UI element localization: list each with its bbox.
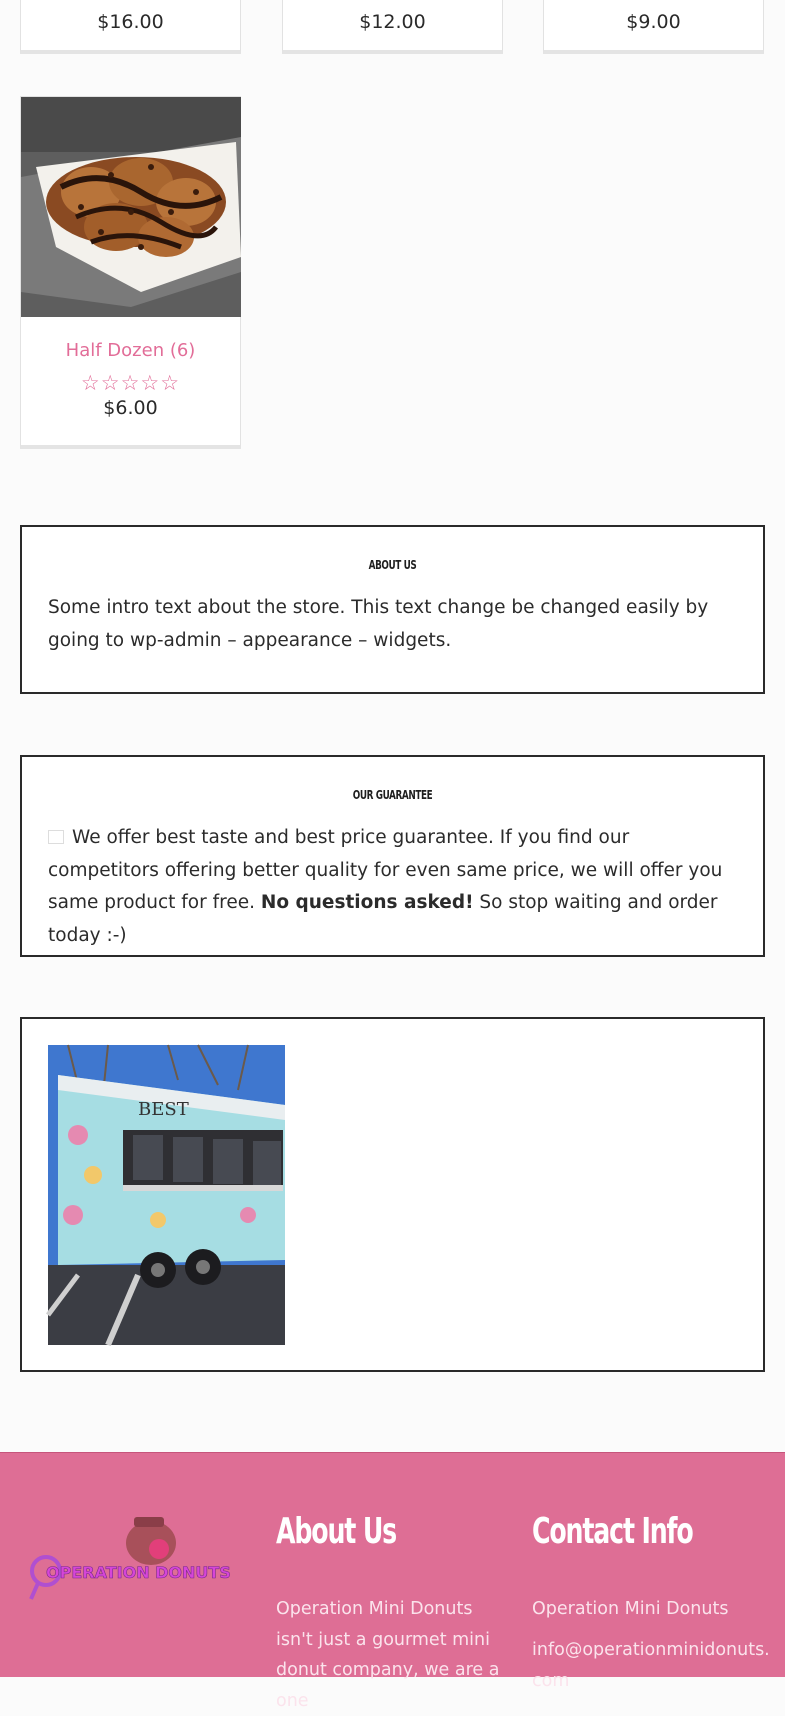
operation-donuts-logo[interactable] <box>26 1513 241 1603</box>
guarantee-bold-text: No questions asked! <box>260 892 474 913</box>
product-price: $16.00 <box>97 11 164 33</box>
product-image[interactable] <box>21 97 241 317</box>
food-truck-image[interactable] <box>48 1045 285 1345</box>
widget-text: Some intro text about the store. This text change be changed easily by going to wp-admin – appearance – widgets. <box>48 597 709 651</box>
logo-text-operation: OPERATION DONUTS <box>46 1563 231 1582</box>
svg-text:BEST: BEST <box>138 1099 189 1120</box>
widget-title: ABOUT US <box>368 558 417 572</box>
product-price: $9.00 <box>626 11 681 33</box>
footer-about-text: Operation Mini Donuts isn't just a gourmet mini donut company, we are a one <box>276 1599 500 1711</box>
product-card[interactable] <box>20 0 241 54</box>
guarantee-widget <box>20 755 765 957</box>
widget-title: OUR GUARANTEE <box>352 788 433 802</box>
footer-contact-email[interactable]: info@operationminidonuts.com <box>532 1640 770 1691</box>
product-card[interactable] <box>543 0 764 54</box>
about-widget <box>20 525 765 694</box>
broken-image-icon <box>48 830 64 844</box>
product-card[interactable] <box>282 0 503 54</box>
donuts-photo <box>21 97 241 317</box>
product-card-half-dozen[interactable] <box>20 96 241 449</box>
guarantee-text: We offer best taste and best price guarantee. If you find our competitors offering better quality for even same price, we will offer you same product for free. <box>48 827 723 913</box>
footer-contact-name: Operation Mini Donuts <box>532 1599 729 1619</box>
donut-logo-icon <box>26 1513 241 1603</box>
product-title[interactable]: Half Dozen (6) <box>65 340 196 361</box>
site-footer <box>0 1452 785 1711</box>
image-widget <box>20 1017 765 1372</box>
food-truck-photo <box>48 1045 285 1345</box>
rating-stars-icon: ☆☆☆☆☆ <box>80 371 181 395</box>
product-price: $6.00 <box>103 397 158 419</box>
guarantee-text-end: So stop waiting and order today :-) <box>48 892 718 946</box>
widget-text <box>48 822 737 952</box>
product-price: $12.00 <box>359 11 426 33</box>
footer-about-title: About Us <box>276 1511 397 1552</box>
footer-contact-title: Contact Info <box>532 1511 693 1552</box>
